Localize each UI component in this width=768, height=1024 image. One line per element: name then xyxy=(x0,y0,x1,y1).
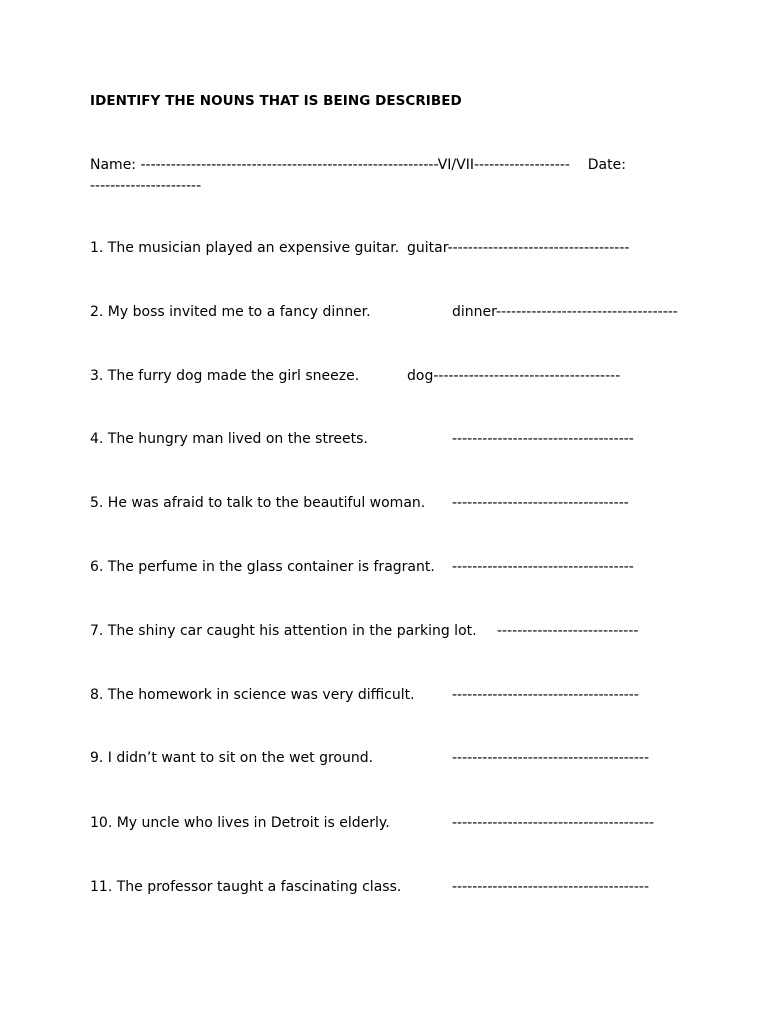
question-5: 5. He was afraid to talk to the beautiful woman. xyxy=(90,495,426,511)
question-10: 10. My uncle who lives in Detroit is elderly. xyxy=(90,815,390,831)
answer-line-3: dog------------------------------------- xyxy=(407,368,621,384)
answer-line-9: --------------------------------------- xyxy=(452,750,650,766)
answer-line-6: ------------------------------------ xyxy=(452,559,634,575)
worksheet-title: IDENTIFY THE NOUNS THAT IS BEING DESCRIBED xyxy=(90,93,462,109)
question-6: 6. The perfume in the glass container is fragrant. xyxy=(90,559,435,575)
answer-line-4: ------------------------------------ xyxy=(452,431,634,447)
question-7: 7. The shiny car caught his attention in the parking lot. xyxy=(90,623,477,639)
question-9: 9. I didn’t want to sit on the wet ground. xyxy=(90,750,374,766)
question-8: 8. The homework in science was very difficult. xyxy=(90,687,415,703)
answer-line-10: ---------------------------------------- xyxy=(452,815,655,831)
question-3: 3. The furry dog made the girl sneeze. xyxy=(90,368,360,384)
answer-line-7: ---------------------------- xyxy=(497,623,639,639)
name-date-line-continued: ---------------------- xyxy=(90,178,202,194)
question-4: 4. The hungry man lived on the streets. xyxy=(90,431,368,447)
question-11: 11. The professor taught a fascinating class. xyxy=(90,879,402,895)
question-1: 1. The musician played an expensive guitar. xyxy=(90,240,400,256)
answer-line-11: --------------------------------------- xyxy=(452,879,650,895)
question-2: 2. My boss invited me to a fancy dinner. xyxy=(90,304,371,320)
answer-line-2: dinner------------------------------------ xyxy=(452,304,678,320)
answer-line-8: ------------------------------------- xyxy=(452,687,639,703)
answer-line-5: ----------------------------------- xyxy=(452,495,629,511)
answer-line-1: guitar------------------------------------ xyxy=(407,240,630,256)
name-date-line: Name: -----------------------------------------------------------VI/VII------------------- Date: xyxy=(90,157,626,173)
